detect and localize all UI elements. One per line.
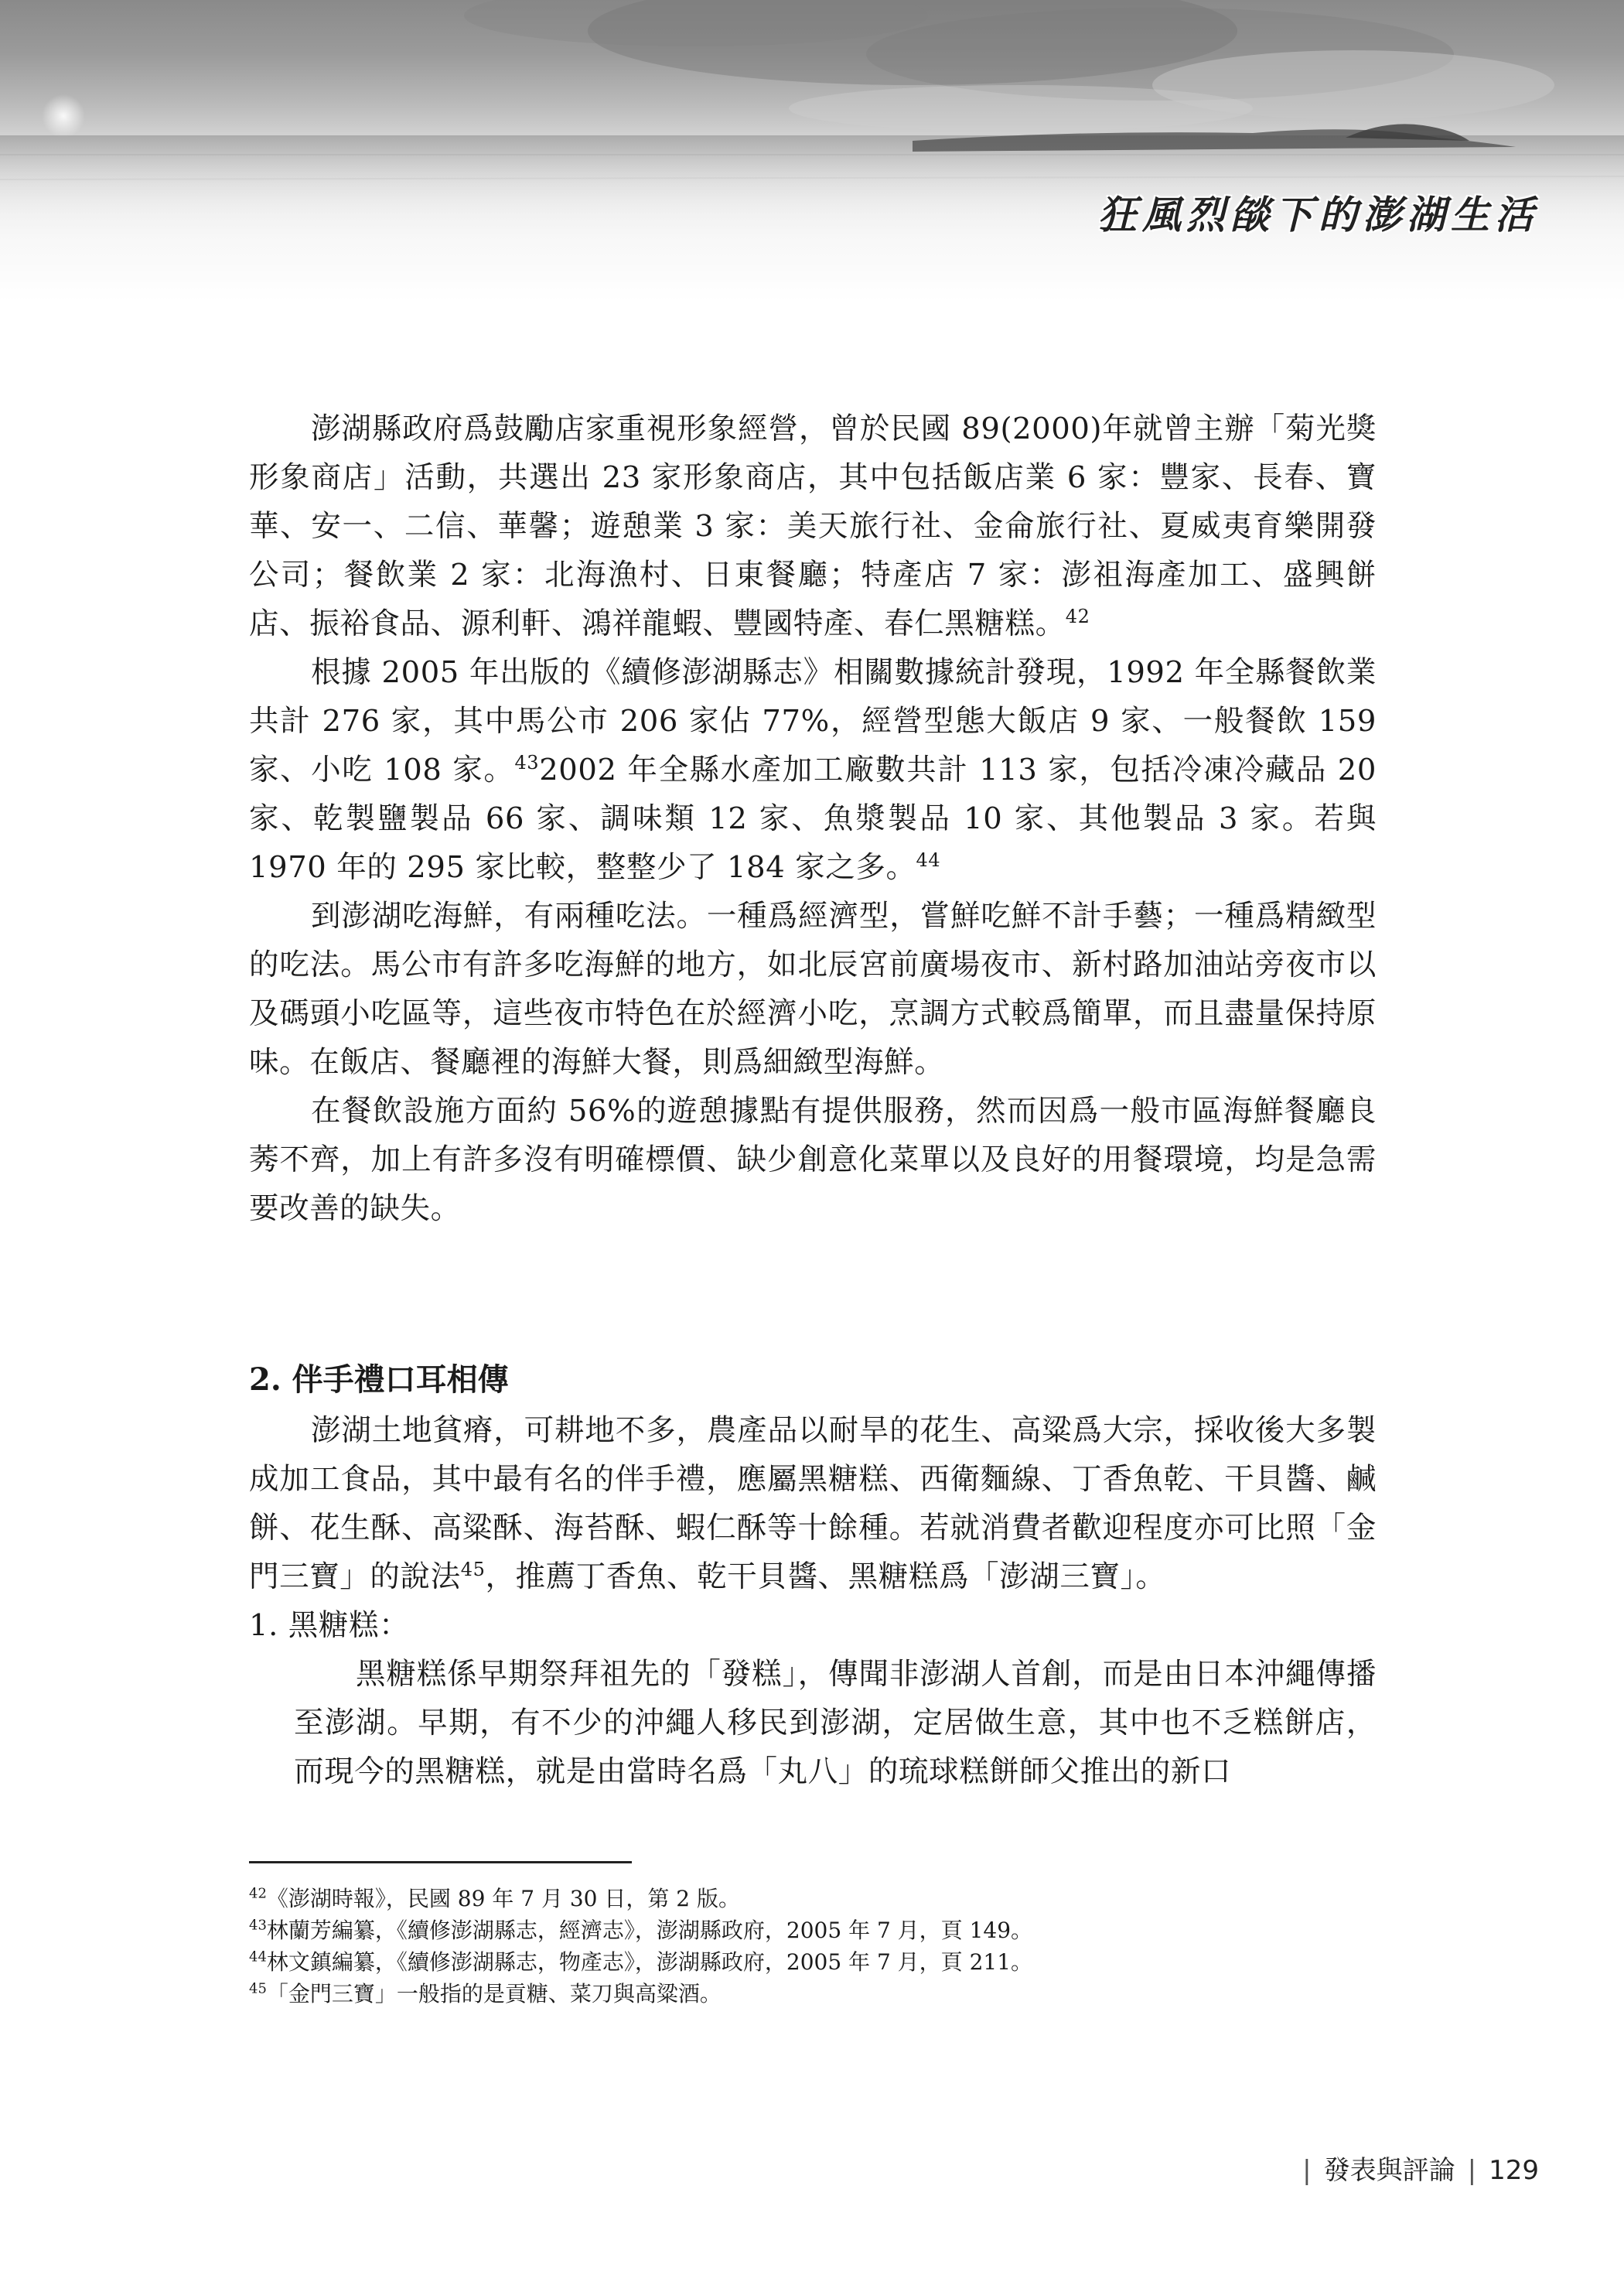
footer-divider: | xyxy=(1302,2155,1312,2186)
footnote xyxy=(249,1914,1377,1946)
page-number: 129 xyxy=(1489,2155,1539,2186)
paragraph-text: 在餐飲設施方面約 56%的遊憩據點有提供服務，然而因爲一般市區海鮮餐廳良莠不齊，加上有許多沒有明確標價、缺少創意化菜單以及良好的用餐環境，均是急需要改善的缺失。 xyxy=(249,1094,1377,1226)
paragraph-text: 澎湖縣政府爲鼓勵店家重視形象經營，曾於民國 89(2000)年就曾主辦「菊光獎形象商店」活動，共選出 23 家形象商店，其中包括飯店業 6 家：豐家、長春、寶華、安一、二信、華馨；遊憩業 3 家：美天旅行社、金侖旅行社、夏威夷育樂開發公司；餐飲業 2 家：北海漁村、日東餐廳；特產店 7 家：澎祖海產加工、盛興餅店、振裕食品、源利軒、鴻祥龍蝦、豐國特產、春仁黑糖糕。 xyxy=(249,412,1377,641)
paragraph-text: 到澎湖吃海鮮，有兩種吃法。一種爲經濟型，嘗鮮吃鮮不計手藝；一種爲精緻型的吃法。馬公市有許多吃海鮮的地方，如北辰宮前廣場夜市、新村路加油站旁夜市以及碼頭小吃區等，這些夜市特色在於經濟小吃，烹調方式較爲簡單，而且盡量保持原味。在飯店、餐廳裡的海鮮大餐，則爲細緻型海鮮。 xyxy=(249,899,1377,1080)
paragraph xyxy=(249,1406,1377,1601)
footnote-ref[interactable]: 43 xyxy=(514,752,540,774)
footnote-divider xyxy=(249,1861,632,1863)
footnote-text: 《澎湖時報》，民國 89 年 7 月 30 日，第 2 版。 xyxy=(266,1886,740,1911)
paragraph xyxy=(249,648,1377,892)
list-item: 1. 黑糖糕： xyxy=(249,1608,410,1643)
footnote-ref[interactable]: 45 xyxy=(460,1559,486,1581)
footnote-number: 44 xyxy=(249,1948,267,1966)
footnote-text: 林蘭芳編纂，《續修澎湖縣志，經濟志》，澎湖縣政府，2005 年 7 月，頁 149。 xyxy=(266,1918,1033,1943)
paragraph-text: 澎湖土地貧瘠，可耕地不多，農產品以耐旱的花生、高粱爲大宗，採收後大多製成加工食品，其中最有名的伴手禮，應屬黑糖糕、西衛麵線、丁香魚乾、干貝醬、鹹餅、花生酥、高粱酥、海苔酥、蝦仁酥等十餘種。若就消費者歡迎程度亦可比照「金門三寶」的說法 xyxy=(249,1413,1377,1594)
footnote xyxy=(249,1946,1377,1978)
paragraph xyxy=(249,1087,1377,1233)
running-header-title: 狂風烈燄下的澎湖生活 xyxy=(1098,193,1539,237)
section-1-body xyxy=(249,405,1377,1233)
footnote-number: 42 xyxy=(249,1885,267,1902)
footnote xyxy=(249,1883,1377,1914)
paragraph-text: ，推薦丁香魚、乾干貝醬、黑糖糕爲「澎湖三寶」。 xyxy=(485,1559,1166,1594)
header-banner xyxy=(0,0,1624,302)
paragraph xyxy=(249,405,1377,648)
paragraph-text: 2002 年全縣水產加工廠數共計 113 家，包括冷凍冷藏品 20 家、乾製鹽製品 66 家、調味類 12 家、魚漿製品 10 家、其他製品 3 家。若與 1970 年的 295 家比較，整整少了 184 家之多。 xyxy=(249,753,1377,885)
section-2-body xyxy=(249,1406,1377,1796)
footer-divider: | xyxy=(1467,2155,1477,2186)
section-heading: 2. 伴手禮口耳相傳 xyxy=(249,1361,509,1398)
footnote-text: 「金門三寶」一般指的是貢糖、菜刀與高粱酒。 xyxy=(266,1981,722,2006)
footnote-ref[interactable]: 44 xyxy=(916,849,941,872)
footnote-ref[interactable]: 42 xyxy=(1065,606,1090,628)
list-item-paragraph: 黑糖糕係早期祭拜祖先的「發糕」，傳聞非澎湖人首創，而是由日本沖繩傳播至澎湖。早期，有不少的沖繩人移民到澎湖，定居做生意，其中也不乏糕餅店，而現今的黑糖糕，就是由當時名爲「丸八」的琉球糕餅師父推出的新口 xyxy=(294,1657,1377,1789)
footnote-number: 43 xyxy=(249,1917,267,1934)
footnotes xyxy=(249,1883,1377,2010)
seascape-illustration xyxy=(0,0,1624,302)
footnote-text: 林文鎮編纂，《續修澎湖縣志，物產志》，澎湖縣政府，2005 年 7 月，頁 211。 xyxy=(266,1949,1033,1975)
footnote xyxy=(249,1978,1377,2010)
paragraph xyxy=(249,892,1377,1087)
page-footer xyxy=(1290,2149,1539,2187)
paragraph-text: 根據 2005 年出版的《續修澎湖縣志》相關數據統計發現，1992 年全縣餐飲業共計 276 家，其中馬公市 206 家佔 77%，經營型態大飯店 9 家、一般餐飲 159 家、小吃 108 家。 xyxy=(249,655,1377,787)
footnote-number: 45 xyxy=(249,1980,267,1997)
footer-section-name: 發表與評論 xyxy=(1323,2155,1455,2186)
